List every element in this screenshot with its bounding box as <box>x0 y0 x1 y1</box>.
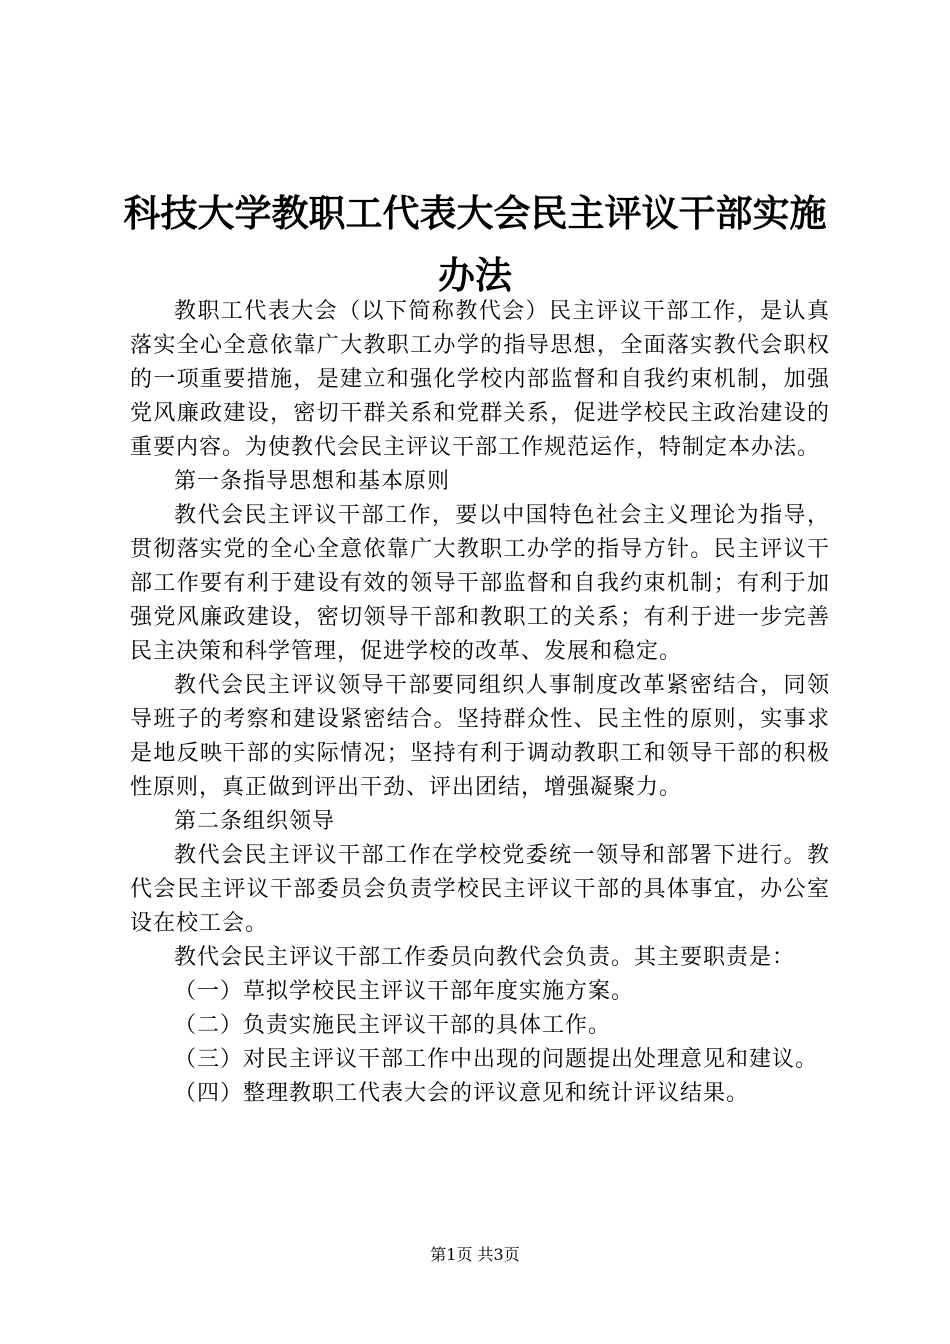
list-item-duty-1: （一）草拟学校民主评议干部年度实施方案。 <box>174 979 635 1004</box>
section-heading-article-2: 第二条组织领导 <box>174 809 336 834</box>
paragraph-article-1-b: 教代会民主评议领导干部要同组织人事制度改革紧密结合，同领导班子的考察和建设紧密结合。坚持群众性、民主性的原则，实事求是地反映干部的实际情况；坚持有利于调动教职工和领导干部的积极性原则，真正做到评出干劲、评出团结，增强凝聚力。 <box>130 673 830 800</box>
paragraph-article-2-a: 教代会民主评议干部工作在学校党委统一领导和部署下进行。教代会民主评议干部委员会负责学校民主评议干部的具体事宜，办公室设在校工会。 <box>130 843 830 936</box>
list-item-duty-3: （三）对民主评议干部工作中出现的问题提出处理意见和建议。 <box>174 1047 819 1072</box>
paragraph-intro: 教职工代表大会（以下简称教代会）民主评议干部工作，是认真落实全心全意依靠广大教职工办学的指导思想，全面落实教代会职权的一项重要措施，是建立和强化学校内部监督和自我约束机制，加强党风廉政建设，密切干群关系和党群关系，促进学校民主政治建设的重要内容。为使教代会民主评议干部工作规范运作，特制定本办法。 <box>130 299 830 460</box>
list-item-duty-4: （四）整理教职工代表大会的评议意见和统计评议结果。 <box>174 1081 750 1106</box>
list-item-duty-2: （二）负责实施民主评议干部的具体工作。 <box>174 1013 612 1038</box>
section-heading-article-1: 第一条指导思想和基本原则 <box>174 469 451 494</box>
paragraph-article-1-a: 教代会民主评议干部工作，要以中国特色社会主义理论为指导，贯彻落实党的全心全意依靠广大教职工办学的指导方针。民主评议干部工作要有利于建设有效的领导干部监督和自我约束机制；有利于加强党风廉政建设，密切领导干部和教职工的关系；有利于进一步完善民主决策和科学管理，促进学校的改革、发展和稳定。 <box>130 503 830 664</box>
document-title: 科技大学教职工代表大会民主评议干部实施办法 <box>123 191 827 297</box>
document-body <box>130 295 830 1111</box>
paragraph-article-2-b: 教代会民主评议干部工作委员向教代会负责。其主要职责是： <box>174 945 796 970</box>
page-number: 第1页 共3页 <box>430 1245 520 1264</box>
